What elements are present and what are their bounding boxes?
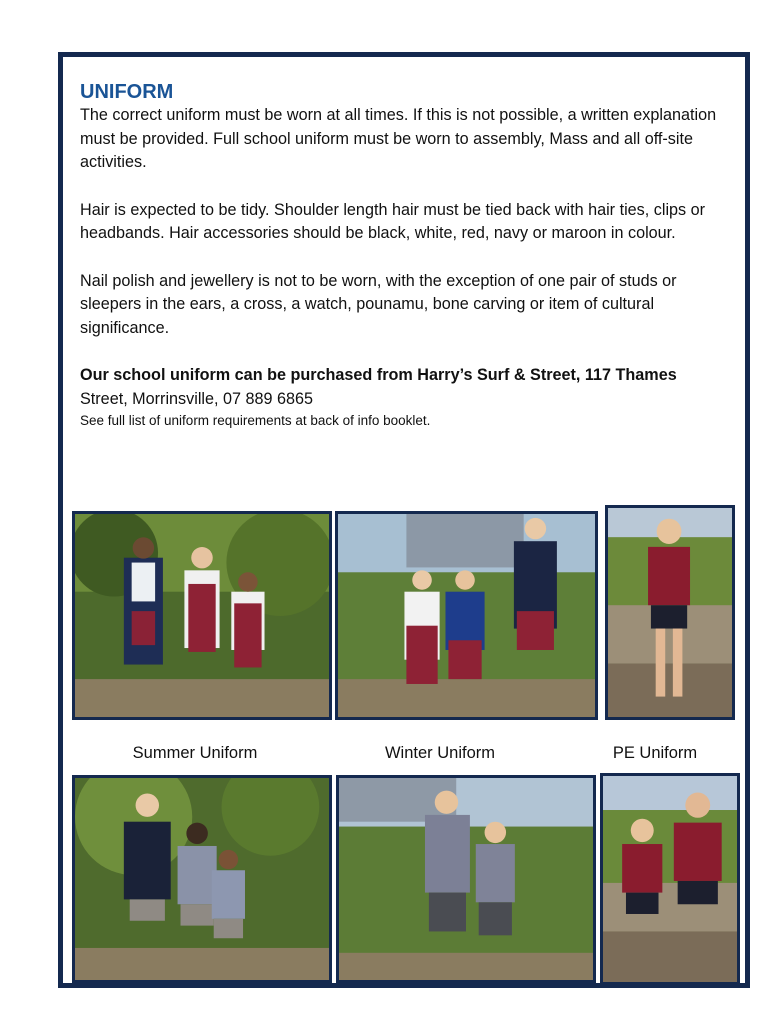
summer-uniform-caption: Summer Uniform xyxy=(132,744,258,762)
pe-uniform-boys-photo xyxy=(600,773,740,985)
winter-uniform-boys-photo xyxy=(336,775,596,983)
pe-uniform-caption: PE Uniform xyxy=(612,744,698,762)
summer-uniform-boys-photo xyxy=(72,775,332,983)
winter-uniform-girls-photo xyxy=(335,511,598,720)
summer-uniform-girls-photo xyxy=(72,511,332,720)
uniform-rule-paragraph: The correct uniform must be worn at all times. If this is not possible, a written explanation must be provided. Full school uniform must be worn to assembly, Mass and all off-site activities. xyxy=(80,106,717,171)
pe-uniform-girl-photo xyxy=(605,505,735,720)
purchase-address-text: Street, Morrinsville, 07 889 6865 xyxy=(80,389,314,408)
section-title: UNIFORM xyxy=(80,81,174,103)
winter-uniform-caption: Winter Uniform xyxy=(384,744,495,762)
jewellery-rule-paragraph: Nail polish and jewellery is not to be worn, with the exception of one pair of studs or sleepers in the ears, a cross, a watch, pounamu, bone carving or item of cultural significance. xyxy=(80,271,677,337)
purchase-bold-text: Our school uniform can be purchased from Harry’s Surf & Street, 117 Thames xyxy=(80,366,677,384)
uniform-section xyxy=(80,80,740,431)
hair-rule-paragraph: Hair is expected to be tidy. Shoulder length hair must be tied back with hair ties, clips or headbands. Hair accessories should be black, white, red, navy or maroon in colour. xyxy=(80,200,706,242)
booklet-note: See full list of uniform requirements at back of info booklet. xyxy=(80,413,431,428)
purchase-info xyxy=(80,364,740,411)
